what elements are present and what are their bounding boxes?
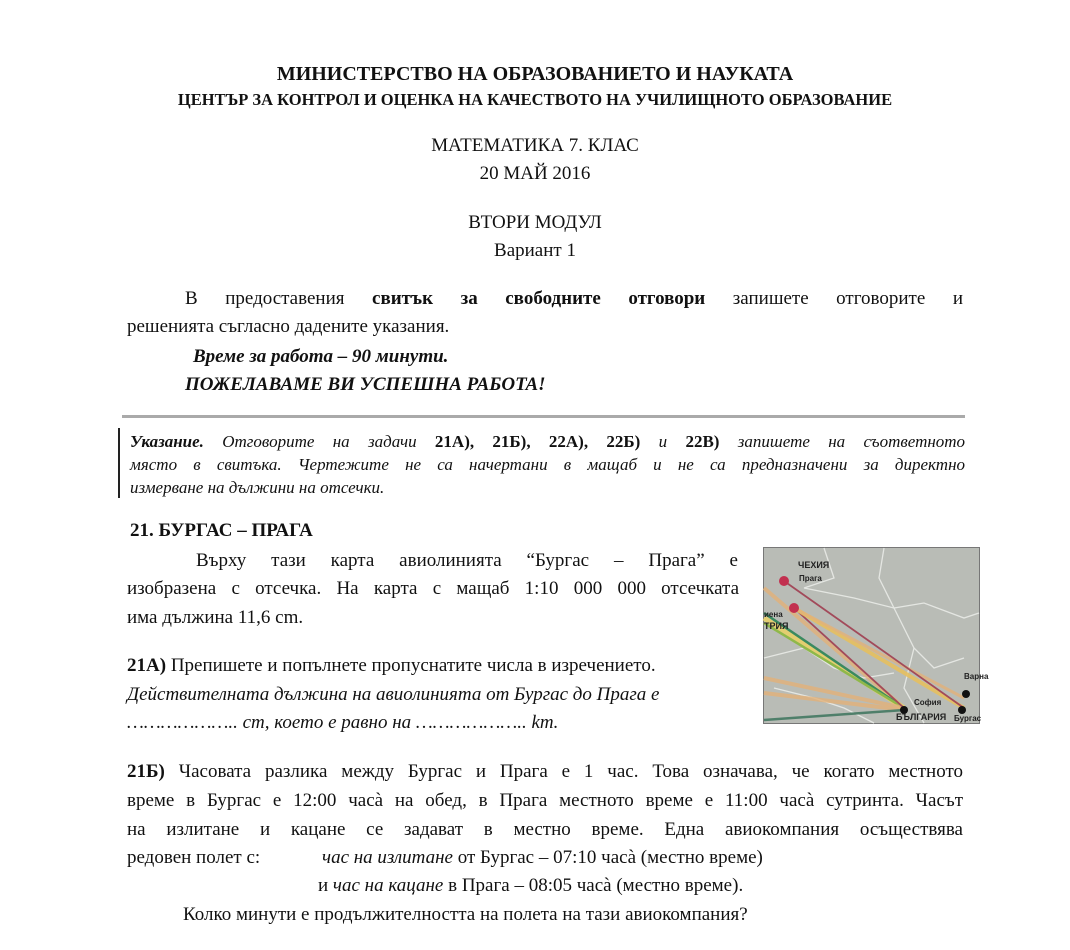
intro-bold: свитък за свободните отговори — [372, 288, 706, 309]
task-text: от Бургас – 07:10 часà (местно време) — [457, 847, 763, 868]
instruction-line2: място в свитъка. Чертежите не са начертани в мащаб и не са предназначени за директно — [130, 455, 965, 474]
task-label: 21Б) — [127, 761, 165, 782]
wish: ПОЖЕЛАВАМЕ ВИ УСПЕШНА РАБОТА! — [185, 374, 546, 395]
task-21-title: 21. БУРГАС – ПРАГА — [130, 520, 313, 541]
task-21-line2: изобразена с отсечка. На карта с мащаб 1:10 000 000 отсечката — [127, 578, 739, 599]
task-21a-line3: ……………….. cm, което е равно на ……………….. km. — [127, 712, 559, 733]
intro-text: В предоставения — [185, 288, 345, 309]
term: час на кацане — [332, 875, 444, 896]
center-title: ЦЕНТЪР ЗА КОНТРОЛ И ОЦЕНКА НА КАЧЕСТВОТО НА УЧИЛИЩНОТО ОБРАЗОВАНИЕ — [177, 90, 893, 109]
task-21a-line2: Действителната дължина на авиолинията от Бургас до Прага е — [127, 684, 660, 705]
intro-paragraph — [185, 288, 963, 310]
label-austria: ТРИЯ — [764, 621, 789, 631]
instruction-line3: измерване на дължини на отсечки. — [130, 478, 385, 497]
task-21b-line5 — [318, 875, 743, 897]
label-prague: Прага — [799, 574, 822, 583]
instruction-text: и — [658, 432, 668, 451]
label-czechia: ЧЕХИЯ — [798, 560, 830, 570]
task-text: Часовата разлика между Бургас и Прага е 1 час. Това означава, че когато местното — [178, 761, 964, 782]
instruction-label: Указание. — [130, 432, 204, 451]
instruction-bar — [118, 428, 120, 498]
label-varna: Варна — [964, 672, 989, 681]
label-burgas: Бургас — [954, 714, 982, 723]
task-label: 21А) — [127, 655, 167, 676]
task-21-line1: Върху тази карта авиолинията “Бургас – Прага” е — [196, 550, 738, 571]
instruction-text: запишете на съответното — [737, 432, 966, 451]
variant: Вариант 1 — [494, 240, 576, 261]
task-21b-line4a: редовен полет с: — [127, 847, 261, 868]
label-bulgaria: БЪЛГАРИЯ — [896, 712, 947, 722]
task-21-line3: има дължина 11,6 cm. — [127, 607, 304, 628]
divider — [122, 415, 965, 418]
module: ВТОРИ МОДУЛ — [468, 212, 602, 233]
instruction-text: Отговорите на задачи — [222, 432, 417, 451]
vienna-marker — [789, 603, 799, 613]
instruction — [130, 430, 965, 499]
task-text: Препишете и попълнете пропуснатите числа в изречението. — [170, 655, 656, 676]
label-vienna: иена — [764, 610, 783, 619]
prague-marker — [779, 576, 789, 586]
task-refs: 22В) — [685, 432, 720, 451]
task-text: в Прага – 08:05 часà (местно време). — [448, 875, 744, 896]
task-21b-question: Колко минути е продължителността на полета на тази авиокомпания? — [183, 904, 748, 925]
time-note: Време за работа – 90 минути. — [193, 346, 449, 367]
exam-date: 20 МАЙ 2016 — [479, 163, 591, 184]
intro-text: запишете отговорите и — [732, 288, 963, 309]
intro-line2: решенията съгласно дадените указания. — [127, 316, 450, 337]
task-21b-line4b — [322, 847, 763, 869]
varna-marker — [962, 690, 970, 698]
burgas-marker — [958, 706, 966, 714]
task-21b-line3: на излитане и кацане се задават в местно време. Една авиокомпания осъществява — [127, 819, 963, 840]
subject: МАТЕМАТИКА 7. КЛАС — [431, 135, 639, 156]
ministry-title: МИНИСТЕРСТВО НА ОБРАЗОВАНИЕТО И НАУКАТА — [276, 63, 794, 85]
term: час на излитане — [322, 847, 453, 868]
map-routes — [764, 548, 982, 723]
task-21a — [127, 655, 656, 677]
flight-map — [763, 547, 989, 724]
label-sofia: София — [914, 698, 942, 707]
task-text: и — [318, 875, 329, 896]
task-21b-line1 — [127, 761, 963, 783]
task-refs: 21А), 21Б), 22А), 22Б) — [434, 432, 641, 451]
task-21b-line2: време в Бургас е 12:00 часà на обед, в Прага местното време е 11:00 часà сутринта. Часът — [127, 790, 963, 811]
